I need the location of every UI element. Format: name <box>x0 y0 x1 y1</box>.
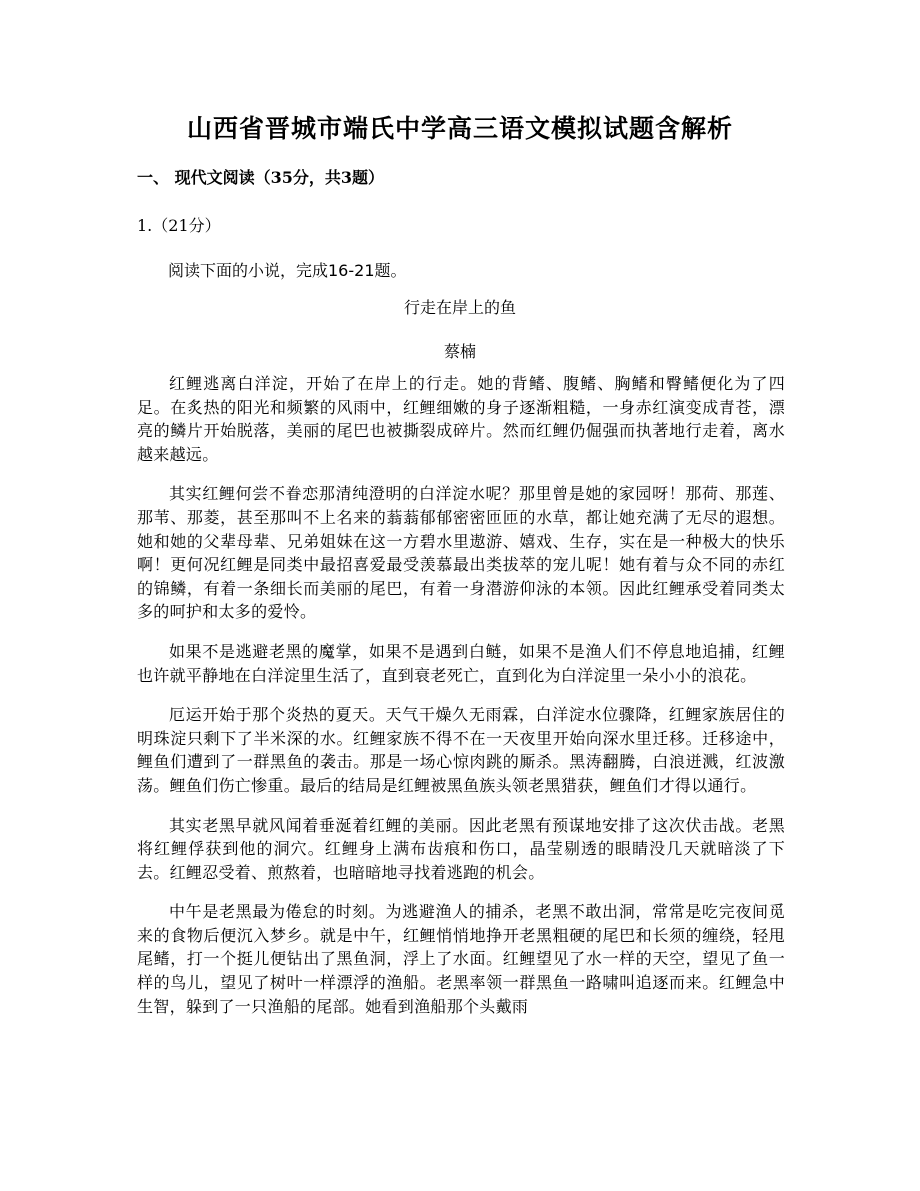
story-paragraph: 其实老黑早就风闻着垂涎着红鲤的美丽。因此老黑有预谋地安排了这次伏击战。老黑将红鲤俘获到他的洞穴。红鲤身上满布齿痕和伤口，晶莹剔透的眼睛没几天就暗淡了下去。红鲤忍受着、煎熬着，也暗暗地寻找着逃跑的机会。 <box>137 815 785 882</box>
story-paragraph: 其实红鲤何尝不眷恋那清纯澄明的白洋淀水呢？那里曾是她的家园呀！那荷、那莲、那苇、那菱，甚至那叫不上名来的蓊蓊郁郁密密匝匝的水草，都让她充满了无尽的遐想。她和她的父辈母辈、兄弟姐妹在这一方碧水里遨游、嬉戏、生存，实在是一种极大的快乐啊！更何况红鲤是同类中最招喜爱最受羡慕最出类拔萃的宠儿呢！她有着与众不同的赤红的锦鳞，有着一条细长而美丽的尾巴，有着一身潜游仰泳的本领。因此红鲤承受着同类太多的呵护和太多的爱怜。 <box>137 484 785 622</box>
question-number: 1.（21分） <box>137 216 221 235</box>
story-paragraph: 中午是老黑最为倦怠的时刻。为逃避渔人的捕杀，老黑不敢出洞，常常是吃完夜间觅来的食物后便沉入梦乡。就是中午，红鲤悄悄地挣开老黑粗硬的尾巴和长须的缠绕，轻甩尾鳍，打一个挺儿便钻出了黑鱼洞，浮上了水面。红鲤望见了水一样的天空，望见了鱼一样的鸟儿，望见了树叶一样漂浮的渔船。老黑率领一群黑鱼一路啸叫追逐而来。红鲤急中生智，躲到了一只渔船的尾部。她看到渔船那个头戴雨 <box>137 902 785 1016</box>
document-title: 山西省晋城市端氏中学高三语文模拟试题含解析 <box>186 114 733 143</box>
reading-instruction: 阅读下面的小说，完成16-21题。 <box>168 261 407 280</box>
story-title: 行走在岸上的鱼 <box>403 298 516 317</box>
story-paragraph: 厄运开始于那个炎热的夏天。天气干燥久无雨霖，白洋淀水位骤降，红鲤家族居住的明珠淀只剩下了半米深的水。红鲤家族不得不在一天夜里开始向深水里迁移。迁移途中，鲤鱼们遭到了一群黑鱼的袭击。那是一场心惊肉跳的厮杀。黑涛翻腾，白浪迸溅，红波激荡。鲤鱼们伤亡惨重。最后的结局是红鲤被黑鱼族头领老黑猎获，鲤鱼们才得以通行。 <box>137 705 785 795</box>
section-heading: 一、 现代文阅读（35分，共3题） <box>137 168 384 187</box>
story-paragraph: 如果不是逃避老黑的魔掌，如果不是遇到白鲢，如果不是渔人们不停息地追捕，红鲤也许就平静地在白洋淀里生活了，直到衰老死亡，直到化为白洋淀里一朵小小的浪花。 <box>137 641 785 685</box>
story-author: 蔡楠 <box>443 342 476 361</box>
story-paragraph: 红鲤逃离白洋淀，开始了在岸上的行走。她的背鳍、腹鳍、胸鳍和臀鳍便化为了四足。在炙热的阳光和频繁的风雨中，红鲤细嫩的身子逐渐粗糙，一身赤红演变成青苍，漂亮的鳞片开始脱落，美丽的尾巴也被撕裂成碎片。然而红鲤仍倔强而执著地行走着，离水越来越远。 <box>137 374 785 464</box>
story-body <box>137 372 785 1034</box>
